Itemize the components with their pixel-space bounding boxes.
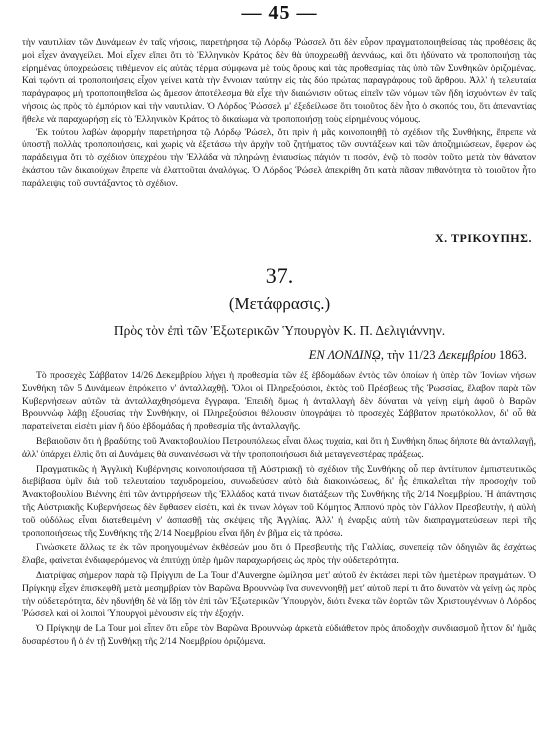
paragraph: Τὸ προσεχὲς Σάββατον 14/26 Δεκεμβρίου λήγει ἡ προθεσμία τῶν ἐξ ἑβδομάδων ἐντὸς τῶν ὁποίων ἡ ὑπὲρ τῶν Ἰονίων νήσων Συνθήκη τῶν 5 Δυνάμεων ἐπρόκειτο ν' ἀνταλλαχθῇ. Ὅλοι οἱ Πληρεξούσιοι, ἐκτὸς τοῦ Πρέσβεως τῆς Ῥωσσίας, ἔλαβον παρὰ τῶν Κυβερνήσεων αὐτῶν τὰ ἀνταλλαχθησόμενα ἔγγραφα. Ἐπειδὴ ὅμως ἡ ἀνταλλαγὴ δὲν δύναται νὰ γείνῃ εἰμὴ ἀφοῦ ὁ Βαρῶν Βρουννὼφ λάβῃ ἐξουσίας τὴν Συνθήκην, οἱ Πληρεξούσιοι θέλουσιν ὑπογράψει τὸ προσεχὲς Σάββατον πρωτόκολλον, δι' οὗ θὰ παρατείνεται εἰσέτι μίαν ἢ δύο ἑβδομάδας ἡ προθεσμία τῆς ἀνταλλαγῆς. xyxy=(22,370,536,433)
dateline-place: ΕΝ ΛΟΝΔΙΝῼ, xyxy=(308,348,384,362)
paragraph: τὴν ναυτιλίαν τῶν Δυνάμεων ἐν ταῖς νήσοις, παρετήρησα τῷ Λόρδῳ Ῥώσσελ ὅτι δὲν εὗρον πραγματοποιηθείσας τὰς προθέσεις ἃς μοὶ εἶχεν ἀναγγείλει. Μοὶ εἶχεν εἴπει ὅτι τὸ Ἑλληνικὸν Κράτος δὲν θὰ ὑποχρεωθῇ ἀεννάως, καὶ ὅτι ἠδύνατο νὰ τροποποιήσῃ τὰς εἰρημένας ὑποχρεώσεις τιθέμενον εἰς αὐτὰς τέρμα σύμφωνα μὲ τοὺς ὅρους καὶ τὰς προθεσμίας τὰς ὑπὸ τῶν Συνθηκῶν ὁριζομένας. Καὶ τῳόντι αἱ τροποποιήσεις εἶχον γείνει κατὰ τὴν ἔννοιαν ταύτην εἰς τὰς δύο πρώτας παραγράφους τοῦ ἄρθρου. Ἀλλ' ἡ τελευταία παράγραφος μὴ τροποποιηθεῖσα ὡς ἄμεσον ἀποτέλεσμα θὰ εἶχε τὴν διαιώνισιν οὕτως εἰπεῖν τῶν νόμων τῶν ἤδη ἰσχυόντων ἐν ταῖς νήσοις ὡς πρὸς τὸ ἐμπόριον καὶ τὴν ναυτιλίαν. Ὁ Λόρδος Ῥώσσελ μ' ἐξεδείλωσε ὅτι τοιοῦτος δὲν ἦτο ὁ σκοπός του, ὅτι ἀπεναντίας ἤθελε νὰ παραχωρήσῃ εἰς τὸ Ἑλληνικὸν Κράτος τὸ δικαίωμα νὰ τροποποιήσῃ τοὺς εἰρημένους νόμους. xyxy=(22,37,536,125)
dateline-year: 1863. xyxy=(495,348,527,362)
previous-letter-closing xyxy=(22,37,536,191)
document-number: 37. xyxy=(265,263,294,288)
signature: Χ. ΤΡΙΚΟΥΠΗΣ. xyxy=(435,231,532,245)
dateline-month: Δεκεμβρίου xyxy=(438,348,496,362)
document-type: (Μετάφρασις.) xyxy=(228,294,331,313)
dateline-day: τὴν 11/23 xyxy=(383,348,439,362)
paragraph: Διατρίψας σήμερον παρὰ τῷ Πρίγγιπι de La Tour d'Auvergne ὡμίλησα μετ' αὐτοῦ ἐν ἐκτάσει περὶ τῶν ἡμετέρων πραγμάτων. Ὁ Πρίγκηψ εἶχεν ἐπισκεφθῆ μετὰ μεσημβρίαν τὸν Βαρῶνα Βρουννὼφ ἵνα συνεννοηθῇ μετ' αὐτοῦ περί τι ἄτο δυνατὸν νὰ γείνῃ ὡς πρὸς τὴν οὐδετερότητα, δὲν ηδυνήθη δὲ νὰ ἴδῃ τὸν ἐπὶ τῶν Ἐξωτερικῶν Ὑπουργὸν, διότι ἕνεκα τῶν ἑορτῶν τῶν Χριστουγέννων ὁ Λόρδος Ῥώσσελ καὶ οἱ λοιποὶ Ὑπουργοὶ μένουσιν εἰς τὴν ἐξοχήν. xyxy=(22,569,536,620)
letter-body xyxy=(22,370,536,651)
paragraph: Γινώσκετε ἄλλως τε ἐκ τῶν προηγουμένων ἐκθέσεών μου ὅτι ὁ Πρεσβευτὴς τῆς Γαλλίας, συνεπείᾳ τῶν ὁδηγιῶν ἃς ἐσχάτως ἔλαβε, φαίνεται ἐνδιαφερόμενος νὰ ἐπιτύχῃ ὑπὲρ ἡμῶν παραχωρήσεις ὡς πρὸς τὴν οὐδετερότητα. xyxy=(22,542,536,567)
recipient-line: Πρὸς τὸν ἐπὶ τῶν Ἐξωτερικῶν Ὑπουργὸν Κ. Π. Δελιγιάννην. xyxy=(113,323,446,338)
paragraph: Βεβαιοῦσιν ὅτι ἡ βραδύτης τοῦ Ἀνακτοβουλίου Πετρουπόλεως εἶναι ὅλως τυχαία, καὶ ὅτι ἡ Συνθήκη ὅπως δήποτε θὰ ἀνταλλαγῇ, ἀλλ' ὑπάρχει ἐλπὶς ὅτι αἱ Δυνάμεις θὰ συναινέσωσι νὰ τὴν τροποποιήσωσι διὰ μεταγενεστέρας πράξεως. xyxy=(22,435,536,460)
paragraph: Πραγματικῶς ἡ Ἀγγλικὴ Κυβέρνησις κοινοποιήσασα τῇ Αὐστριακῇ τὸ σχέδιον τῆς Συνθήκης οὗ περ ἀντίτυπον ἐμπιστευτικῶς διεβίβασα ὑμῖν διὰ τοῦ τελευταίου ταχυδρομείου, συνωδεύσεν αὐτὸ διὰ διακοινώσεως, δι' ἧς ἐπικαλεῖται τὴν προσοχὴν τοῦ Ἀνακτοβουλίου Βιέννης ἐπὶ τῶν ἀντιρρήσεων τῆς Ἑλλάδος κατά τινων διατάξεων τῆς Συνθήκης τῆς 2/14 Νοεμβρίου. Ἡ ἀπάντησις τῆς Αὐστριακῆς Κυβερνήσεως δὲν ἔφθασεν εἰσέτι, καὶ ἐκ τινων λόγων τοῦ Κόμητος Ἀππονύ πρὸς τὸν Γάλλον Πρεσβευτὴν, ἡ αὐλὴ τοῦ οὐδόλως εἶναι διατεθειμένη ν' ἀσπασθῇ τὰς σκέψεις τῆς Ἀγγλίας. Ἀλλ' ἡ ἐναρξις αὐτὴ τῶν διαπραγματεύσεων περὶ τῆς τροποποιήσεως τῆς Συνθήκης τῆς 2/14 Νοεμβρίου εἶναι ἤδη ἐν βῆμα εἰς τὰ πρόσω. xyxy=(22,463,536,539)
dateline xyxy=(309,348,527,363)
page-number: — 45 — xyxy=(241,2,318,24)
paragraph: Ὁ Πρίγκηψ de La Tour μοὶ εἶπεν ὅτι εὗρε τὸν Βαρῶνα Βρουννὼφ ἀρκετὰ εὐδιάθετον πρὸς ἀποδοχὴν συνδιασμοῦ ἧττον δι' ἡμᾶς δυσαρέστου ἢ ὁ ἐν τῇ Συνθήκῃ τῆς 2/14 Νοεμβρίου ὁριζόμενα. xyxy=(22,623,536,647)
paragraph: Ἐκ τούτου λαβὼν ἀφορμὴν παρετήρησα τῷ Λόρδῳ Ῥώσελ, ὅτι πρὶν ἡ μᾶς κοινοποιηθῇ τὸ σχέδιον τῆς Συνθήκης, ἔπρεπε νὰ ὑποστῇ πολλὰς τροποποιήσεις, καὶ χωρὶς νὰ ἐξετάσω τὴν ἀρχὴν τοῦ ζητήματος τῶν συντάξεων καὶ τῶν ἀποζημιώσεων, ἔφερον ὡς παράδειγμα ὅτι τὸ σχέδιον ὑπεχρέου τὴν Ἑλλάδα νὰ πληρώνῃ ἐνιαυσίως πάγιόν τι ποσόν, ἐνῷ τὸ ποσὸν τοῦτο μετὰ τὸν θάνατον ἑκάστου τῶν δικαιούχων ἔπρεπε νὰ ἐλαττοῦται ἀναλόγως. Ὁ Λόρδος Ῥώσελ ἀπεκρίθη ὅτι κατὰ πᾶσαν πιθανότητα τὸ τοιοῦτον ἦτο παράλειψις τοῦ συντάξαντος τὸ σχέδιον. xyxy=(22,126,536,189)
